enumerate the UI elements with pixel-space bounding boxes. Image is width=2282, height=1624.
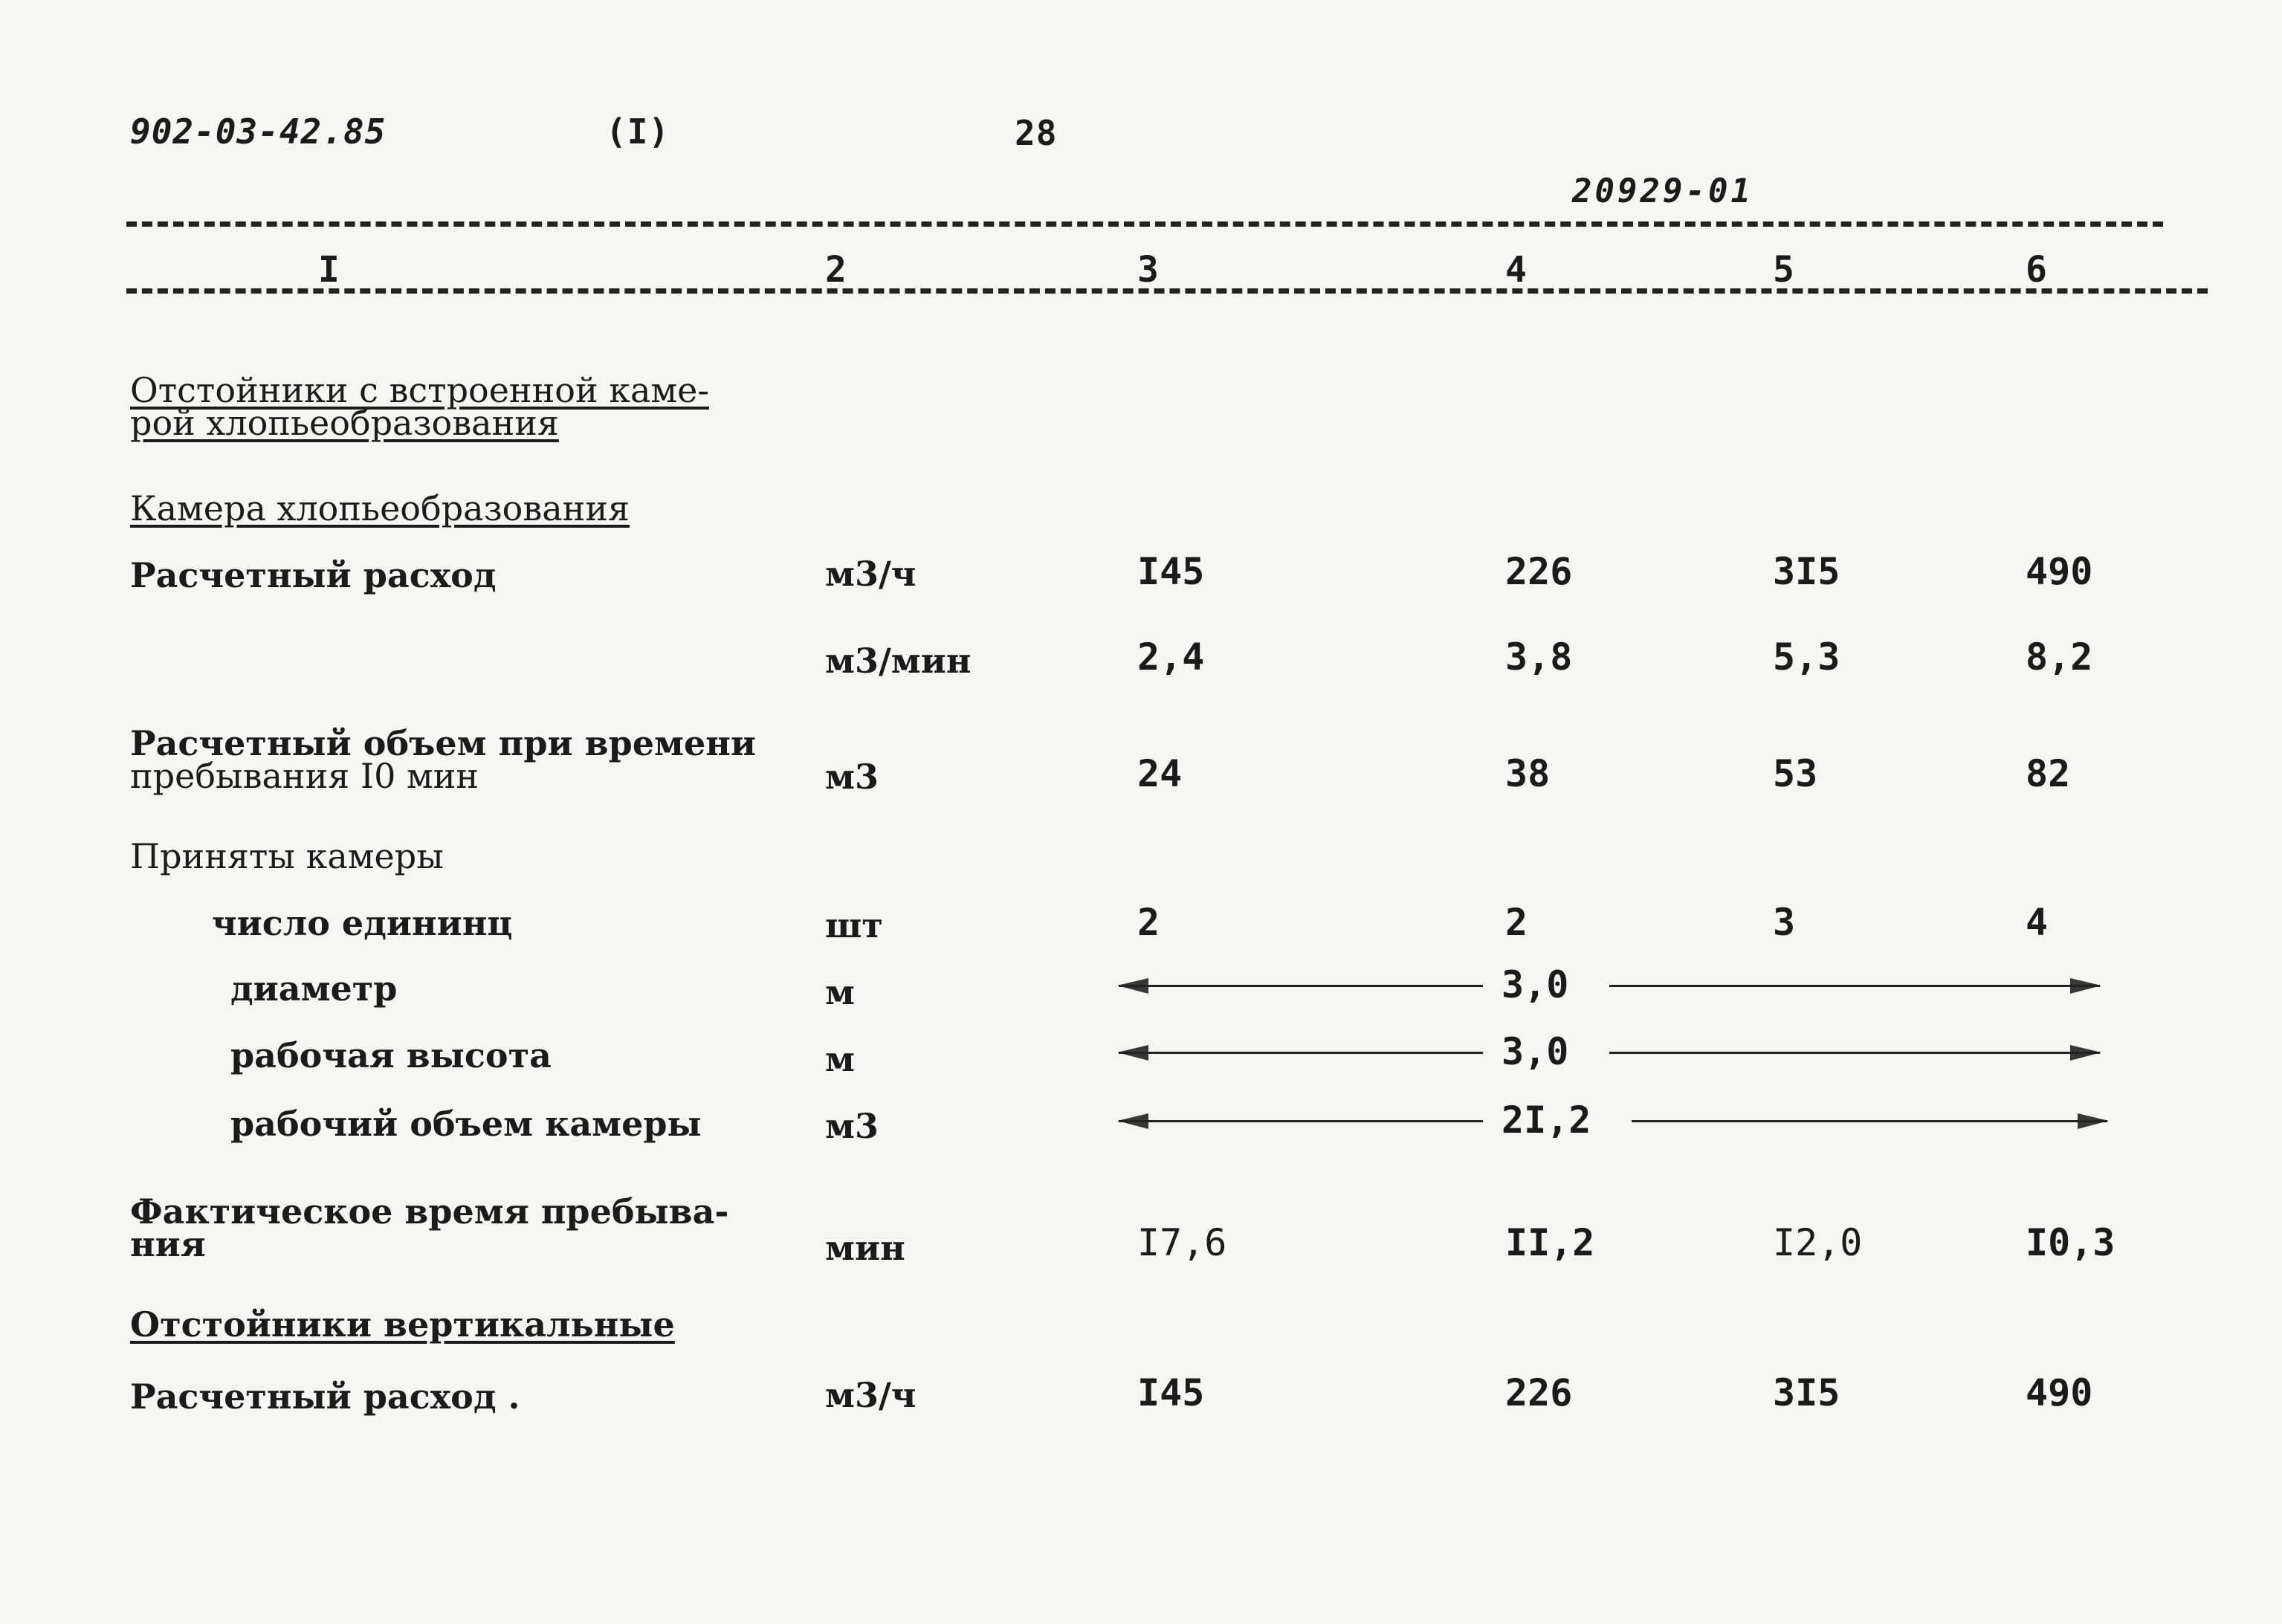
row-label-actual-time: Фактическое время пребыва- ния (130, 1191, 729, 1264)
row-unit-vertical-design-flow: м3/ч (825, 1375, 917, 1415)
table-top-rule (126, 221, 2163, 227)
cell-vertical-design-flow-c5: 3I5 (1773, 1371, 1840, 1414)
row-label-diameter: диаметр (230, 968, 398, 1009)
cell-unit-count-c6: 4 (2026, 901, 2049, 944)
cell-actual-time-c3: I7,6 (1137, 1221, 1227, 1264)
cell-actual-time-c5: I2,0 (1773, 1221, 1863, 1264)
column-number-3: 3 (1137, 249, 1159, 291)
arrow-right-icon (1609, 1052, 2100, 1054)
column-number-6: 6 (2026, 249, 2047, 291)
document-number: 20929-01 (1572, 172, 1753, 210)
row-unit-chamber-volume: м3 (825, 1106, 879, 1146)
cell-design-volume-c3: 24 (1137, 752, 1183, 795)
table-header-rule (126, 288, 2208, 294)
row-label-working-height: рабочая высота (230, 1035, 552, 1075)
cell-unit-count-c4: 2 (1505, 901, 1528, 944)
arrow-left-icon (1119, 1120, 1483, 1122)
column-number-1: I (318, 249, 340, 291)
cell-working-height-span: 3,0 (1502, 1030, 1569, 1073)
section-title-vertical-settlers: Отстойники вертикальные (130, 1304, 675, 1345)
span-chamber-volume (1119, 1099, 2107, 1143)
row-label-chamber-volume: рабочий объем камеры (230, 1104, 702, 1144)
cell-unit-count-c5: 3 (1773, 901, 1796, 944)
arrow-left-icon (1119, 985, 1483, 987)
cell-design-flow-c6: 490 (2026, 550, 2093, 593)
row-unit-design-flow-min: м3/мин (825, 641, 972, 681)
column-number-5: 5 (1773, 249, 1794, 291)
document-code: 902-03-42.85 (130, 111, 387, 152)
arrow-right-icon (1632, 1120, 2107, 1122)
row-unit-unit-count: шт (825, 905, 883, 945)
row-label-design-flow: Расчетный расход (130, 555, 497, 595)
cell-design-flow-min-c5: 5,3 (1773, 635, 1840, 679)
cell-actual-time-c6: I0,3 (2026, 1221, 2115, 1264)
row-label-unit-count: число едининц (212, 903, 513, 943)
cell-design-flow-c4: 226 (1505, 550, 1573, 593)
span-working-height (1119, 1030, 2100, 1075)
cell-vertical-design-flow-c4: 226 (1505, 1371, 1573, 1414)
arrow-left-icon (1119, 1052, 1483, 1054)
cell-design-flow-c3: I45 (1137, 550, 1205, 593)
cell-chamber-volume-span: 2I,2 (1502, 1099, 1591, 1142)
cell-design-flow-min-c3: 2,4 (1137, 635, 1205, 679)
row-unit-diameter: м (825, 972, 855, 1012)
row-label-design-volume: Расчетный объем при времени пребывания I0 мин (130, 723, 757, 796)
row-unit-working-height: м (825, 1039, 855, 1079)
cell-design-flow-min-c6: 8,2 (2026, 635, 2093, 679)
row-unit-design-volume: м3 (825, 757, 879, 797)
column-number-2: 2 (825, 249, 847, 291)
cell-diameter-span: 3,0 (1502, 963, 1569, 1006)
cell-design-volume-c6: 82 (2026, 752, 2071, 795)
arrow-right-icon (1609, 985, 2100, 987)
cell-design-flow-min-c4: 3,8 (1505, 635, 1573, 679)
cell-design-flow-c5: 3I5 (1773, 550, 1840, 593)
cell-vertical-design-flow-c6: 490 (2026, 1371, 2093, 1414)
cell-actual-time-c4: II,2 (1505, 1221, 1595, 1264)
section-title-settlers-with-chamber: Отстойники с встроенной каме- рой хлопьеобразования (130, 370, 709, 443)
document-part: (I) (606, 111, 670, 152)
cell-unit-count-c3: 2 (1137, 901, 1160, 944)
row-label-vertical-design-flow: Расчетный расход . (130, 1376, 520, 1417)
section-title-flocculation-chamber: Камера хлопьеобразования (130, 488, 630, 528)
cell-design-volume-c5: 53 (1773, 752, 1818, 795)
cell-vertical-design-flow-c3: I45 (1137, 1371, 1205, 1414)
cell-design-volume-c4: 38 (1505, 752, 1551, 795)
span-diameter (1119, 963, 2100, 1008)
row-unit-design-flow: м3/ч (825, 554, 917, 594)
row-label-chambers-accepted: Приняты камеры (130, 836, 444, 876)
row-unit-actual-time: мин (825, 1228, 905, 1268)
page-number: 28 (1015, 113, 1058, 153)
column-number-4: 4 (1505, 249, 1527, 291)
